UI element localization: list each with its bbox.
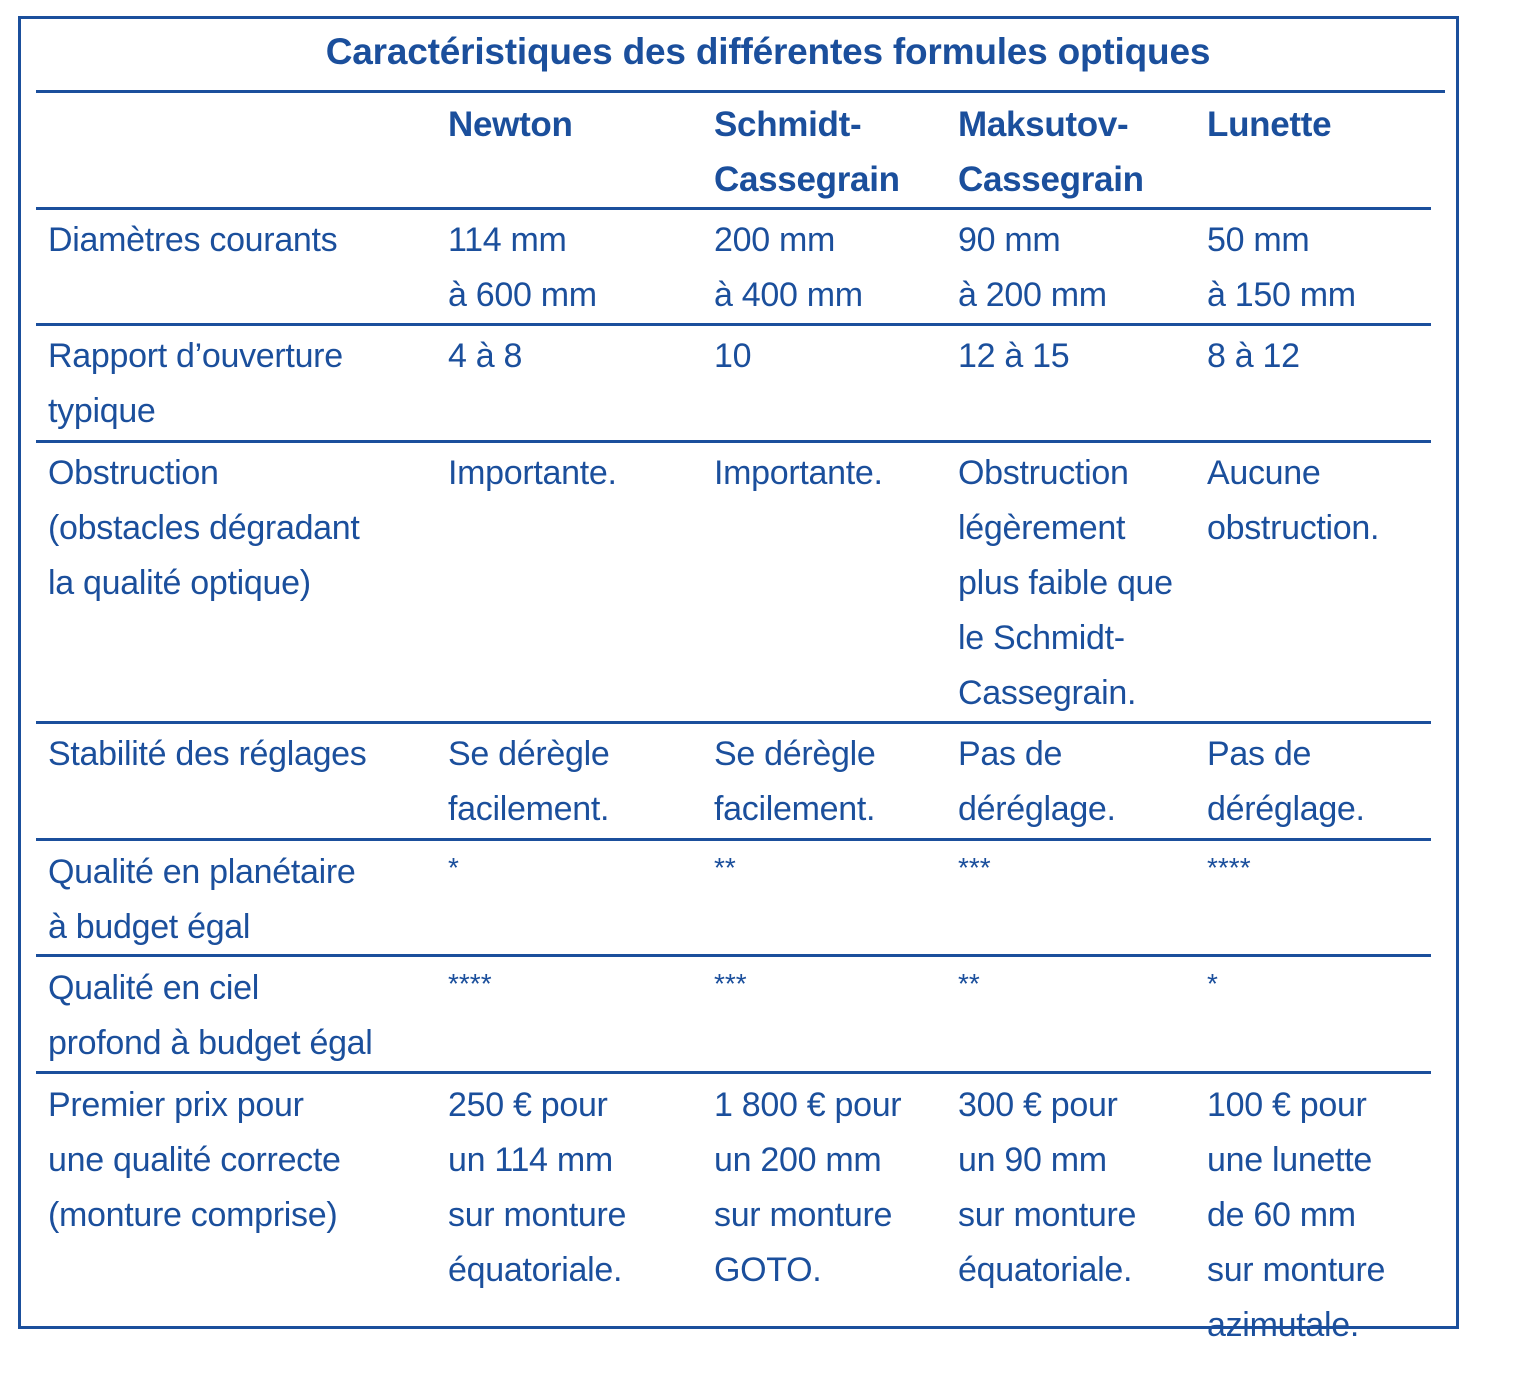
table-cell: Obstruction légèrement plus faible que le Schmidt- Cassegrain. bbox=[958, 454, 1173, 712]
table-cell: 8 à 12 bbox=[1207, 337, 1300, 375]
table-cell: 50 mm à 150 mm bbox=[1207, 221, 1356, 314]
rating-stars: * bbox=[1207, 968, 1218, 999]
row-label-obstruction: Obstruction (obstacles dégradant la qualité optique) bbox=[48, 454, 360, 602]
table-cell: 12 à 15 bbox=[958, 337, 1070, 375]
table-cell: 300 € pour un 90 mm sur monture équatoriale. bbox=[958, 1086, 1137, 1289]
row-divider bbox=[36, 323, 1431, 326]
rating-stars: *** bbox=[958, 852, 991, 883]
table-cell: 200 mm à 400 mm bbox=[714, 221, 863, 314]
table-cell: 10 bbox=[714, 337, 752, 375]
table-cell: 4 à 8 bbox=[448, 337, 523, 375]
table-cell: Pas de déréglage. bbox=[958, 735, 1116, 828]
table-cell: 90 mm à 200 mm bbox=[958, 221, 1107, 314]
row-label-qualite-ciel-profond: Qualité en ciel profond à budget égal bbox=[48, 969, 373, 1062]
column-header-lunette: Lunette bbox=[1207, 105, 1332, 144]
table-cell: 100 € pour une lunette de 60 mm sur monture azimutale. bbox=[1207, 1086, 1386, 1344]
row-divider bbox=[36, 1071, 1431, 1074]
rating-stars: ** bbox=[714, 852, 736, 883]
row-divider bbox=[36, 838, 1431, 841]
rating-stars: *** bbox=[714, 968, 747, 999]
row-label-premier-prix: Premier prix pour une qualité correcte (monture comprise) bbox=[48, 1086, 341, 1234]
table-cell: 250 € pour un 114 mm sur monture équatoriale. bbox=[448, 1086, 627, 1289]
row-divider bbox=[36, 954, 1431, 957]
table-cell: Se dérègle facilement. bbox=[448, 735, 610, 828]
table-cell: Pas de déréglage. bbox=[1207, 735, 1365, 828]
row-label-qualite-planetaire: Qualité en planétaire à budget égal bbox=[48, 853, 356, 946]
row-label-stabilite: Stabilité des réglages bbox=[48, 735, 367, 773]
rating-stars: **** bbox=[448, 968, 492, 999]
column-header-maksutov-cassegrain: Maksutov- Cassegrain bbox=[958, 105, 1144, 199]
table-cell: Se dérègle facilement. bbox=[714, 735, 876, 828]
row-divider bbox=[36, 721, 1431, 724]
rating-stars: ** bbox=[958, 968, 980, 999]
row-divider bbox=[36, 440, 1431, 443]
table-cell: Importante. bbox=[714, 454, 883, 492]
table-title: Caractéristiques des différentes formules optiques bbox=[325, 31, 1211, 72]
rating-stars: * bbox=[448, 852, 459, 883]
table-cell: Aucune obstruction. bbox=[1207, 454, 1380, 547]
rating-stars: **** bbox=[1207, 852, 1251, 883]
column-header-newton: Newton bbox=[448, 105, 573, 144]
row-label-diametres: Diamètres courants bbox=[48, 221, 338, 259]
column-header-schmidt-cassegrain: Schmidt- Cassegrain bbox=[714, 105, 900, 199]
table-cell: 1 800 € pour un 200 mm sur monture GOTO. bbox=[714, 1086, 902, 1289]
title-divider bbox=[36, 90, 1445, 93]
row-divider bbox=[36, 207, 1431, 210]
table-cell: Importante. bbox=[448, 454, 617, 492]
row-label-rapport-ouverture: Rapport d’ouverture typique bbox=[48, 337, 343, 430]
table-cell: 114 mm à 600 mm bbox=[448, 221, 597, 314]
